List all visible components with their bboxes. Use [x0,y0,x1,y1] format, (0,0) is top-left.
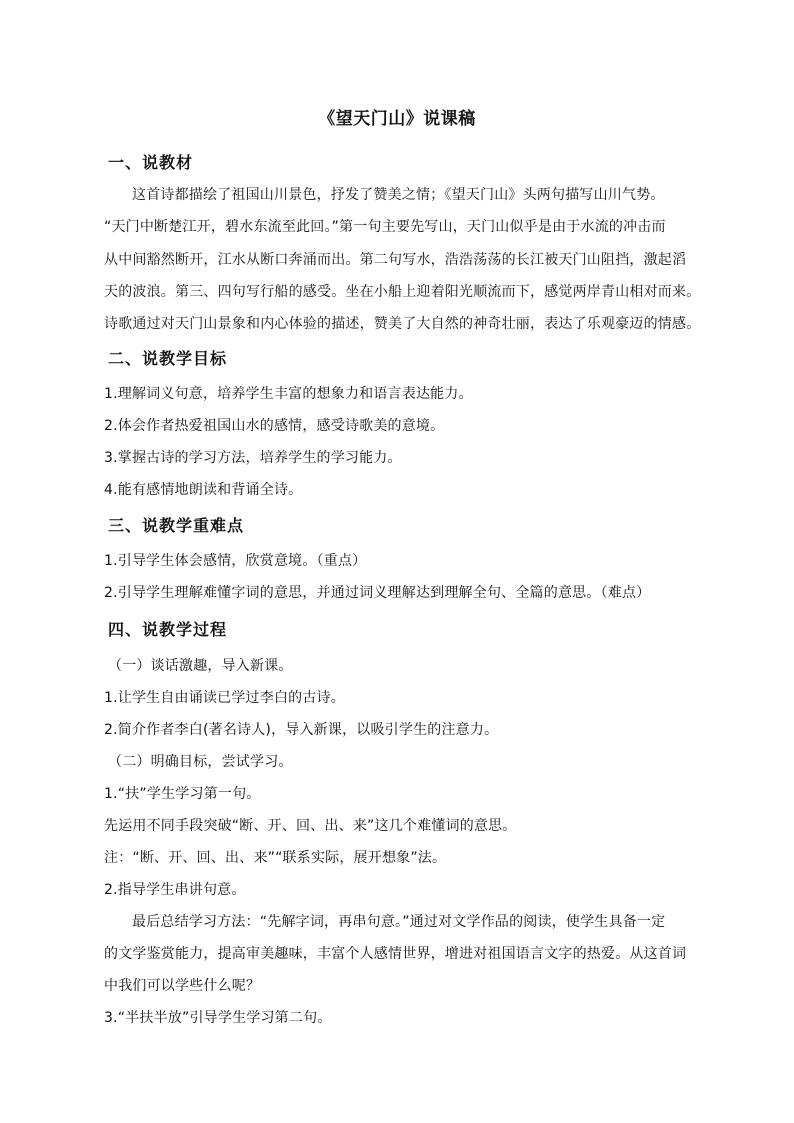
section-heading-goals: 二、说教学目标 [108,349,228,368]
paragraph-line: 天的波浪。第三、四句写行船的感受。坐在小船上迎着阳光顺流而下，感觉两岸青山相对而来。 [104,284,701,300]
list-item: （一）谈话激趣，导入新课。 [108,658,293,674]
list-item: 2.引导学生理解难懂字词的意思，并通过词义理解达到理解全句、全篇的意思。（难点） [104,585,651,601]
list-item: 1.“扶”学生学习第一句。 [104,786,261,802]
section-heading-process: 四、说教学过程 [108,620,228,639]
list-item: 2.简介作者李白(著名诗人)，导入新课，以吸引学生的注意力。 [104,722,499,738]
paragraph-line: 的文学鉴赏能力，提高审美趣味，丰富个人感情世界，增进对祖国语言文字的热爱。从这首词 [104,946,687,962]
list-item: 2.指导学生串讲句意。 [104,882,246,898]
list-item: 3.掌握古诗的学习方法，培养学生的学习能力。 [104,450,402,466]
section-heading-key-points: 三、说教学重难点 [108,516,245,535]
list-item: 4.能有感情地朗读和背诵全诗。 [104,482,303,498]
list-item: （二）明确目标，尝试学习。 [108,754,293,770]
list-item: 2.体会作者热爱祖国山水的感情，感受诗歌美的意境。 [104,418,445,434]
list-item: 3.“半扶半放”引导学生学习第二句。 [104,1010,332,1026]
section-heading-textbook: 一、说教材 [108,153,194,172]
paragraph-line: 中我们可以学些什么呢？ [104,978,261,994]
paragraph-line: 最后总结学习方法：“先解字词，再串句意。”通过对文学作品的阅读，使学生具备一定 [132,914,666,930]
paragraph-line: 从中间豁然断开，江水从断口奔涌而出。第二句写水，浩浩荡荡的长江被天门山阻挡，激起滔 [104,252,687,268]
paragraph-line: 这首诗都描绘了祖国山川景色，抒发了赞美之情；《望天门山》头两句描写山川气势。 [132,187,665,203]
paragraph-line: “天门中断楚江开，碧水东流至此回。”第一句主要先写山，天门山似乎是由于水流的冲击而 [104,219,666,235]
list-item: 1.理解词义句意，培养学生丰富的想象力和语言表达能力。 [104,386,473,402]
paragraph-line: 诗歌通过对天门山景象和内心体验的描述，赞美了大自然的神奇壮丽，表达了乐观豪迈的情感。 [104,316,701,332]
list-item: 1.引导学生体会感情，欣赏意境。（重点） [104,553,367,569]
list-item: 1.让学生自由诵读已学过李白的古诗。 [104,690,345,706]
list-item: 注：“断、开、回、出、来”“联系实际，展开想象”法。 [104,850,447,866]
list-item: 先运用不同手段突破“断、开、回、出、来”这几个难懂词的意思。 [104,818,517,834]
document-title: 《望天门山》说课稿 [318,109,476,129]
